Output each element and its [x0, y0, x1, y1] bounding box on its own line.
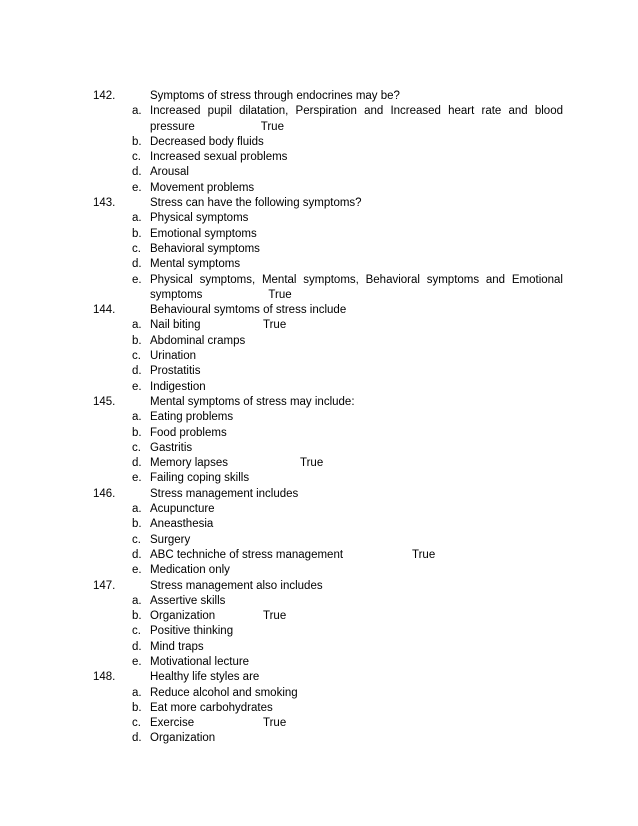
- option-text: [150, 548, 563, 563]
- option-text: [150, 165, 563, 180]
- option-row: [0, 655, 638, 670]
- option-text: [150, 716, 563, 731]
- option-label: Urination: [150, 350, 197, 363]
- option-text: [150, 334, 563, 349]
- question-block: [0, 89, 638, 196]
- option-row: [0, 165, 638, 180]
- option-row: [0, 686, 638, 701]
- option-text: [150, 380, 563, 395]
- option-letter: c.: [132, 625, 141, 638]
- option-text: [150, 609, 563, 624]
- question-block: [0, 395, 638, 487]
- option-text: [150, 211, 563, 226]
- option-row: [0, 563, 638, 578]
- option-letter: c.: [132, 350, 141, 363]
- option-letter: d.: [132, 640, 142, 653]
- option-row: [0, 104, 638, 135]
- question-text: Stress management also includes: [150, 579, 323, 592]
- option-label: Acupuncture: [150, 503, 215, 516]
- option-row: [0, 640, 638, 655]
- option-letter: a.: [132, 212, 142, 225]
- option-row: [0, 150, 638, 165]
- option-label: Failing coping skills: [150, 472, 250, 485]
- option-letter: a.: [132, 319, 142, 332]
- option-text: [150, 364, 563, 379]
- option-row: [0, 426, 638, 441]
- option-text: [150, 655, 563, 670]
- option-text: [150, 181, 563, 196]
- option-label: Surgery: [150, 533, 191, 546]
- option-text: [150, 456, 563, 471]
- option-row: [0, 517, 638, 532]
- option-label: Gastritis: [150, 441, 193, 454]
- option-row: [0, 318, 638, 333]
- option-row: [0, 334, 638, 349]
- question-number: 145.: [93, 395, 116, 408]
- option-text: [150, 273, 563, 304]
- option-text: [150, 318, 563, 333]
- answer-marker: True: [263, 717, 287, 730]
- option-label: Food problems: [150, 426, 227, 439]
- question-block: [0, 487, 638, 579]
- option-letter: a.: [132, 411, 142, 424]
- option-label: Eating problems: [150, 411, 234, 424]
- option-label: Memory lapses: [150, 457, 228, 470]
- option-label: Medication only: [150, 564, 230, 577]
- option-label: Organization: [150, 732, 216, 745]
- answer-marker: True: [268, 288, 292, 301]
- question-header: [0, 670, 638, 685]
- question-header: [0, 196, 638, 211]
- option-text: [150, 471, 563, 486]
- option-letter: b.: [132, 334, 142, 347]
- option-label: Indigestion: [150, 380, 206, 393]
- question-number: 144.: [93, 304, 116, 317]
- question-block: [0, 579, 638, 671]
- question-header: [0, 89, 638, 104]
- question-number: 142.: [93, 90, 116, 102]
- option-label: Abdominal cramps: [150, 334, 246, 347]
- question-text: Stress can have the following symptoms?: [150, 197, 362, 210]
- option-text: [150, 731, 563, 746]
- option-letter: a.: [132, 594, 142, 607]
- option-row: [0, 471, 638, 486]
- option-letter: b.: [132, 518, 142, 531]
- option-row: [0, 502, 638, 517]
- option-row: [0, 364, 638, 379]
- option-text: [150, 150, 563, 165]
- option-letter: c.: [132, 533, 141, 546]
- option-letter: b.: [132, 135, 142, 148]
- option-row: [0, 135, 638, 150]
- option-letter: b.: [132, 610, 142, 623]
- option-row: [0, 349, 638, 364]
- option-letter: b.: [132, 701, 142, 714]
- option-letter: c.: [132, 242, 141, 255]
- option-text: [150, 624, 563, 639]
- option-letter: b.: [132, 227, 142, 240]
- answer-marker: True: [263, 610, 287, 623]
- option-letter: a.: [132, 105, 142, 118]
- option-label: ABC techniche of stress management: [150, 548, 344, 561]
- option-text: [150, 686, 563, 701]
- option-row: [0, 257, 638, 272]
- option-label: Decreased body fluids: [150, 135, 264, 148]
- option-label: Reduce alcohol and smoking: [150, 686, 298, 699]
- answer-marker: True: [263, 319, 287, 332]
- option-label: Emotional symptoms: [150, 227, 257, 240]
- option-label: Physical symptoms, Mental symptoms, Behavioral symptoms and Emotional symptoms: [150, 273, 563, 301]
- option-text: [150, 227, 563, 242]
- option-row: [0, 273, 638, 304]
- option-label: Arousal: [150, 166, 189, 179]
- option-label: Positive thinking: [150, 625, 234, 638]
- option-text: [150, 563, 563, 578]
- question-header: [0, 579, 638, 594]
- question-text: Mental symptoms of stress may include:: [150, 395, 355, 408]
- option-label: Physical symptoms: [150, 212, 249, 225]
- option-row: [0, 609, 638, 624]
- option-label: Movement problems: [150, 181, 255, 194]
- option-letter: e.: [132, 564, 142, 577]
- question-block: [0, 670, 638, 746]
- question-text: Symptoms of stress through endocrines may be?: [150, 90, 400, 102]
- option-letter: d.: [132, 166, 142, 179]
- option-letter: d.: [132, 548, 142, 561]
- option-letter: e.: [132, 273, 142, 286]
- option-row: [0, 594, 638, 609]
- option-letter: d.: [132, 258, 142, 271]
- option-text: [150, 502, 563, 517]
- option-row: [0, 242, 638, 257]
- option-text: [150, 257, 563, 272]
- document-page: [0, 89, 638, 747]
- option-row: [0, 380, 638, 395]
- option-text: [150, 242, 563, 257]
- question-header: [0, 395, 638, 410]
- option-letter: a.: [132, 503, 142, 516]
- option-label: Assertive skills: [150, 594, 226, 607]
- option-row: [0, 456, 638, 471]
- question-block: [0, 303, 638, 395]
- option-label: Exercise: [150, 717, 195, 730]
- option-letter: c.: [132, 441, 141, 454]
- option-letter: b.: [132, 426, 142, 439]
- option-label: Aneasthesia: [150, 518, 214, 531]
- option-label: Mind traps: [150, 640, 204, 653]
- option-row: [0, 181, 638, 196]
- answer-marker: True: [260, 120, 284, 133]
- option-text: [150, 640, 563, 655]
- option-text: [150, 533, 563, 548]
- option-label: Prostatitis: [150, 365, 201, 378]
- option-letter: e.: [132, 181, 142, 194]
- question-number: 148.: [93, 671, 116, 684]
- question-text: Healthy life styles are: [150, 671, 260, 684]
- option-letter: e.: [132, 472, 142, 485]
- option-row: [0, 227, 638, 242]
- option-row: [0, 716, 638, 731]
- option-row: [0, 701, 638, 716]
- option-label: Organization: [150, 610, 216, 623]
- option-row: [0, 548, 638, 563]
- option-row: [0, 731, 638, 746]
- option-text: [150, 104, 563, 135]
- question-header: [0, 303, 638, 318]
- answer-marker: True: [300, 457, 324, 470]
- option-text: [150, 410, 563, 425]
- option-label: Motivational lecture: [150, 655, 250, 668]
- question-text: Behavioural symtoms of stress include: [150, 304, 347, 317]
- option-row: [0, 441, 638, 456]
- option-label: Increased pupil dilatation, Perspiration and Increased heart rate and blood pressure: [150, 105, 563, 133]
- option-row: [0, 211, 638, 226]
- option-row: [0, 410, 638, 425]
- option-row: [0, 533, 638, 548]
- option-letter: d.: [132, 732, 142, 745]
- option-label: Nail biting: [150, 319, 201, 332]
- question-header: [0, 487, 638, 502]
- option-label: Behavioral symptoms: [150, 242, 260, 255]
- answer-marker: True: [412, 548, 436, 561]
- question-number: 146.: [93, 487, 116, 500]
- option-text: [150, 426, 563, 441]
- option-letter: a.: [132, 686, 142, 699]
- option-letter: d.: [132, 457, 142, 470]
- option-row: [0, 624, 638, 639]
- option-text: [150, 594, 563, 609]
- option-text: [150, 349, 563, 364]
- question-number: 143.: [93, 197, 116, 210]
- option-label: Mental symptoms: [150, 258, 241, 271]
- question-block: [0, 196, 638, 303]
- option-text: [150, 701, 563, 716]
- option-text: [150, 135, 563, 150]
- option-letter: e.: [132, 655, 142, 668]
- option-label: Increased sexual problems: [150, 151, 288, 164]
- option-letter: c.: [132, 151, 141, 164]
- option-text: [150, 517, 563, 532]
- question-text: Stress management includes: [150, 487, 299, 500]
- option-letter: e.: [132, 380, 142, 393]
- option-label: Eat more carbohydrates: [150, 701, 273, 714]
- option-letter: d.: [132, 365, 142, 378]
- option-letter: c.: [132, 717, 141, 730]
- option-text: [150, 441, 563, 456]
- question-number: 147.: [93, 579, 116, 592]
